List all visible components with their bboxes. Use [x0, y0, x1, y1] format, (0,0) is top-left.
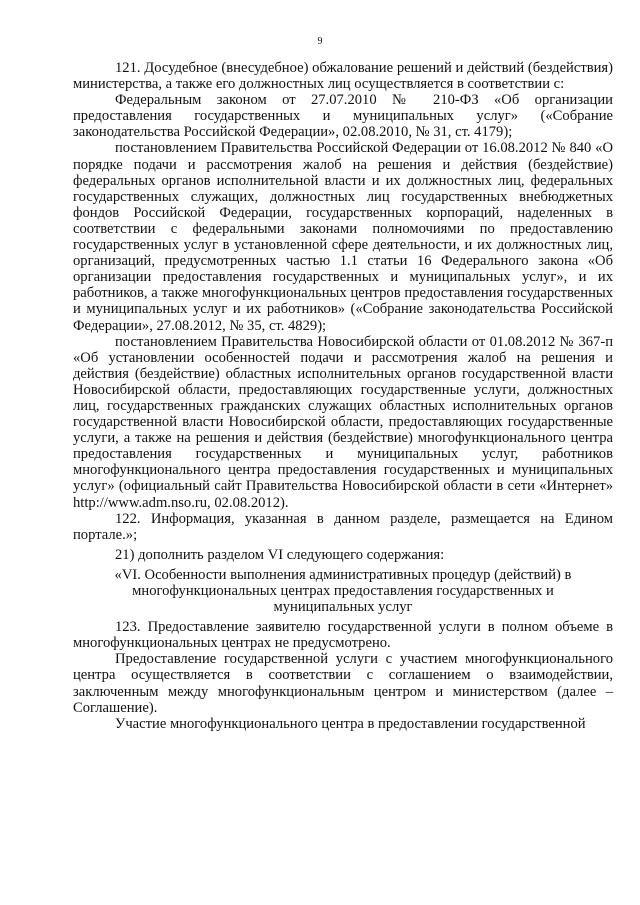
paragraph-decree-367: постановлением Правительства Новосибирской области от 01.08.2012 № 367-п «Об установлении особенностей подачи и рассмотрения жалоб на решения и действия (бездействие) областных исполнительных органов государственной власти Новосибирской области, предоставляющих государственные услуги, должностных лиц, государственных гражданских служащих областных исполнительных органов государственной власти Новосибирской области, предоставляющих государственные услуги, а также на решения и действия (бездействие) многофункционального центра предоставления государственных и муниципальных услуг, работников многофункционального центра предоставления государственных и муниципальных услуг» (официальный сайт Правительства Новосибирской области в сети «Интернет» http://www.adm.nso.ru, 02.08.2012). [73, 333, 613, 511]
paragraph-agreement: Предоставление государственной услуги с участием многофункционального центра осуществляется в соответствии с соглашением о взаимодействии, заключенным между многофункциональным центром и министерством (далее – Соглашение). [73, 651, 613, 716]
paragraph-federal-law-210: Федеральным законом от 27.07.2010 № 210-ФЗ «Об организации предоставления государственных и муниципальных услуг» («Собрание законодательства Российской Федерации», 02.08.2010, № 31, ст. 4179); [73, 92, 613, 141]
paragraph-122: 122. Информация, указанная в данном разделе, размещается на Едином портале.»; [73, 510, 613, 543]
paragraph-123: 123. Предоставление заявителю государственной услуги в полном объеме в многофункциональных центрах не предусмотрено. [73, 619, 613, 652]
section-heading-vi: «VI. Особенности выполнения административных процедур (действий) в многофункциональных центрах предоставления государственных и муниципальных услуг [114, 566, 572, 616]
paragraph-item-21: 21) дополнить разделом VI следующего содержания: [115, 546, 445, 563]
paragraph-mfc-participation: Участие многофункционального центра в предоставлении государственной [115, 715, 586, 732]
document-body [73, 60, 613, 732]
paragraph-121: 121. Досудебное (внесудебное) обжалование решений и действий (бездействия) министерства, а также его должностных лиц осуществляется в соответствии с: [73, 60, 613, 93]
paragraph-decree-840: постановлением Правительства Российской Федерации от 16.08.2012 № 840 «О порядке подачи и рассмотрения жалоб на решения и действия (бездействие) федеральных органов исполнительной власти и их должностных лиц, федеральных государственных служащих, должностных лиц государственных внебюджетных фондов Российской Федерации, государственных корпораций, наделенных в соответствии с федеральными законами полномочиями по предоставлению государственных услуг в установленной сфере деятельности, и их должностных лиц, организаций, предусмотренных частью 1.1 статьи 16 Федерального закона «Об организации предоставления государственных и муниципальных услуг», и их работников, а также многофункциональных центров предоставления государственных и муниципальных услуг и их работников» («Собрание законодательства Российской Федерации», 27.08.2012, № 35, ст. 4829); [73, 140, 613, 334]
page-number: 9 [317, 36, 323, 47]
